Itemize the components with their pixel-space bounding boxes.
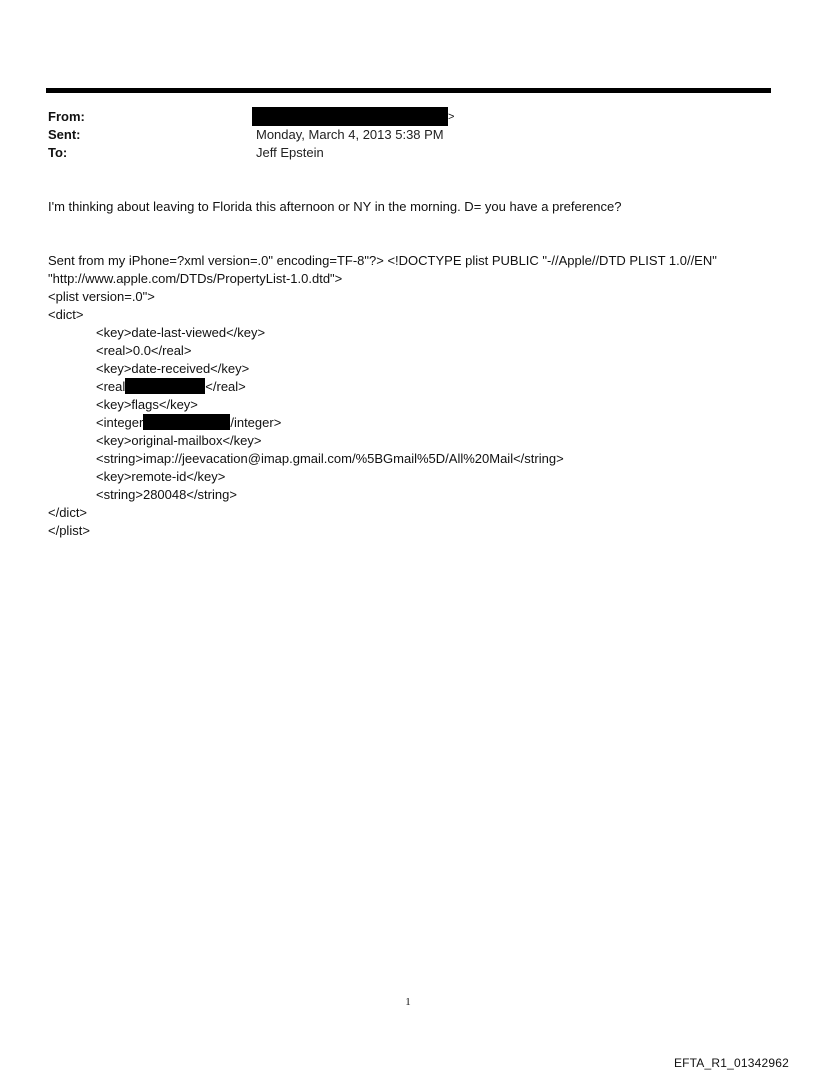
document-id: EFTA_R1_01342962 [673,1056,789,1070]
page-number: 1 [405,996,411,1008]
remote-id-string-line: <string>280048</string> [96,487,237,502]
key-date-received-line: <key>date-received</key> [96,361,250,376]
to-label: To: [48,145,68,160]
real-value-line: <real>0.0</real> [96,343,192,358]
plist-close-line: </plist> [48,523,90,538]
mailbox-string-line: <string>imap://jeevacation@imap.gmail.com/%5BGmail%5D/All%20Mail</string> [96,451,564,466]
plist-open-line: <plist version=.0"> [48,289,155,304]
from-label: From: [48,109,85,124]
sent-value: Monday, March 4, 2013 5:38 PM [256,127,444,142]
message-body: I'm thinking about leaving to Florida this afternoon or NY in the morning. D= you have a preference? [48,199,622,214]
dict-close-line: </dict> [48,505,88,520]
real-value-redaction-block [125,378,205,394]
from-redaction-block [252,107,448,126]
signature-line-1: Sent from my iPhone=?xml version=.0" encoding=TF-8"?> <!DOCTYPE plist PUBLIC "-//Apple//DTD PLIST 1.0//EN" [48,253,717,268]
key-flags-line: <key>flags</key> [96,397,198,412]
real-redacted-line [96,378,246,396]
dict-open-line: <dict> [48,307,84,322]
key-remote-id-line: <key>remote-id</key> [96,469,226,484]
real-redacted-suffix: </real> [205,379,246,394]
signature-line-2: "http://www.apple.com/DTDs/PropertyList-1.0.dtd"> [48,271,343,286]
header-divider-rule [46,88,771,93]
real-redacted-prefix: <real [96,379,126,394]
to-value: Jeff Epstein [256,145,324,160]
integer-redacted-line [96,414,281,432]
integer-redacted-prefix: <integer [96,415,144,430]
sent-label: Sent: [48,127,81,142]
integer-value-redaction-block [143,414,230,430]
integer-redacted-suffix: /integer> [230,415,282,430]
from-value-tail: > [448,111,455,123]
key-original-mailbox-line: <key>original-mailbox</key> [96,433,262,448]
key-date-last-viewed-line: <key>date-last-viewed</key> [96,325,266,340]
